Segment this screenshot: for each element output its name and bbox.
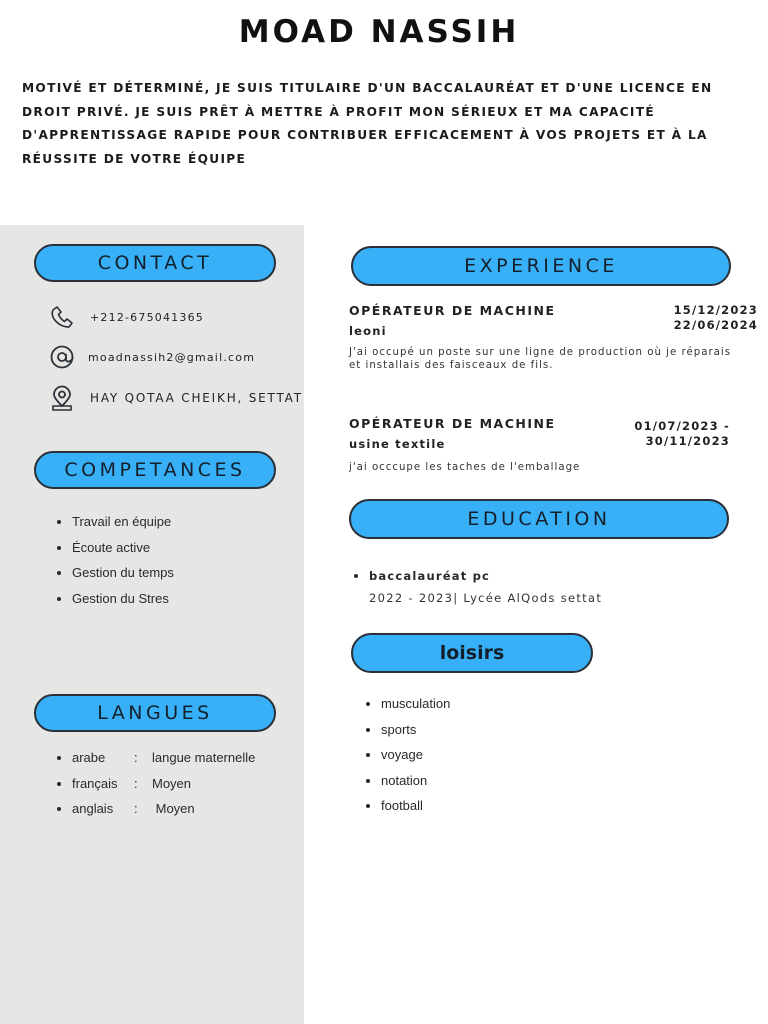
list-item: • arabe : langue maternelle (72, 745, 255, 771)
education-degree: • baccalauréat pc (369, 569, 491, 583)
list-item: • sports (381, 717, 450, 743)
list-item: • voyage (381, 742, 450, 768)
address-text: HAY QOTAA CHEIKH, SETTAT (90, 391, 303, 405)
list-item (369, 565, 602, 609)
map-pin-icon (48, 384, 76, 412)
job-date-start: 01/07/2023 - (634, 419, 730, 433)
job-date (674, 303, 758, 333)
list-item: • Travail en équipe (72, 509, 174, 535)
loisirs-heading: loisirs (351, 633, 593, 673)
list-item: • anglais : Moyen (72, 796, 255, 822)
contact-phone (48, 303, 204, 331)
competances-list (54, 509, 174, 611)
job-description: J'ai occupé un poste sur une ligne de production où je réparais et installais des faisceaux de fils. (349, 347, 732, 371)
lang-level: Moyen (152, 775, 192, 791)
job-title: OPÉRATEUR DE MACHINE (349, 303, 556, 318)
education-heading: EDUCATION (349, 499, 729, 539)
job-company: leoni (349, 324, 387, 338)
list-item: • notation (381, 768, 450, 794)
lang-level: langue maternelle (152, 750, 256, 765)
lang-name: arabe (72, 750, 106, 765)
email-text: moadnassih2@gmail.com (88, 350, 256, 364)
lang-name: anglais (72, 801, 114, 817)
langues-heading: LANGUES (34, 694, 276, 732)
job-date-end: 22/06/2024 (673, 318, 758, 332)
loisirs-list (363, 691, 450, 819)
job-description: j'ai occcupe les taches de l'emballage (349, 462, 581, 473)
at-sign-icon (48, 343, 76, 371)
job-date (634, 419, 730, 449)
cv-summary: MOTIVÉ ET DÉTERMINÉ, JE SUIS TITULAIRE D'UN BACCALAURÉAT ET D'UNE LICENCE EN DROIT PRIVÉ. JE SUIS PRÊT À METTRE À PROFIT MON SÉRIEUX ET MA CAPACITÉ D'APPRENTISSAGE RAPIDE POUR CONTRIBUER EFFICACEMENT À VOS PROJETS ET À LA RÉUSSITE DE VOTRE ÉQUIPE (22, 81, 713, 166)
list-item: • football (381, 793, 450, 819)
list-item: • Gestion du Stres (72, 586, 174, 612)
experience-heading: EXPERIENCE (351, 246, 731, 286)
lang-name: français (72, 775, 118, 791)
education-detail: 2022 - 2023| Lycée AlQods settat (369, 591, 603, 605)
job-title: OPÉRATEUR DE MACHINE (349, 416, 556, 431)
job-date-start: 15/12/2023 (673, 303, 758, 317)
contact-heading: CONTACT (34, 244, 276, 282)
list-item: • musculation (381, 691, 450, 717)
job-date-end: 30/11/2023 (645, 434, 730, 448)
langues-list (54, 745, 255, 822)
contact-email (48, 343, 255, 371)
list-item: • Gestion du temps (72, 560, 174, 586)
phone-icon (48, 303, 76, 331)
cv-name: MOAD NASSIH (238, 14, 520, 50)
phone-text: +212-675041365 (90, 310, 204, 324)
list-item: • Écoute active (72, 535, 174, 561)
lang-level: Moyen (152, 801, 195, 817)
competances-heading: COMPETANCES (34, 451, 276, 489)
contact-address (48, 384, 303, 412)
job-company: usine textile (349, 437, 446, 451)
list-item: • français : Moyen (72, 771, 255, 797)
education-list (351, 565, 602, 609)
